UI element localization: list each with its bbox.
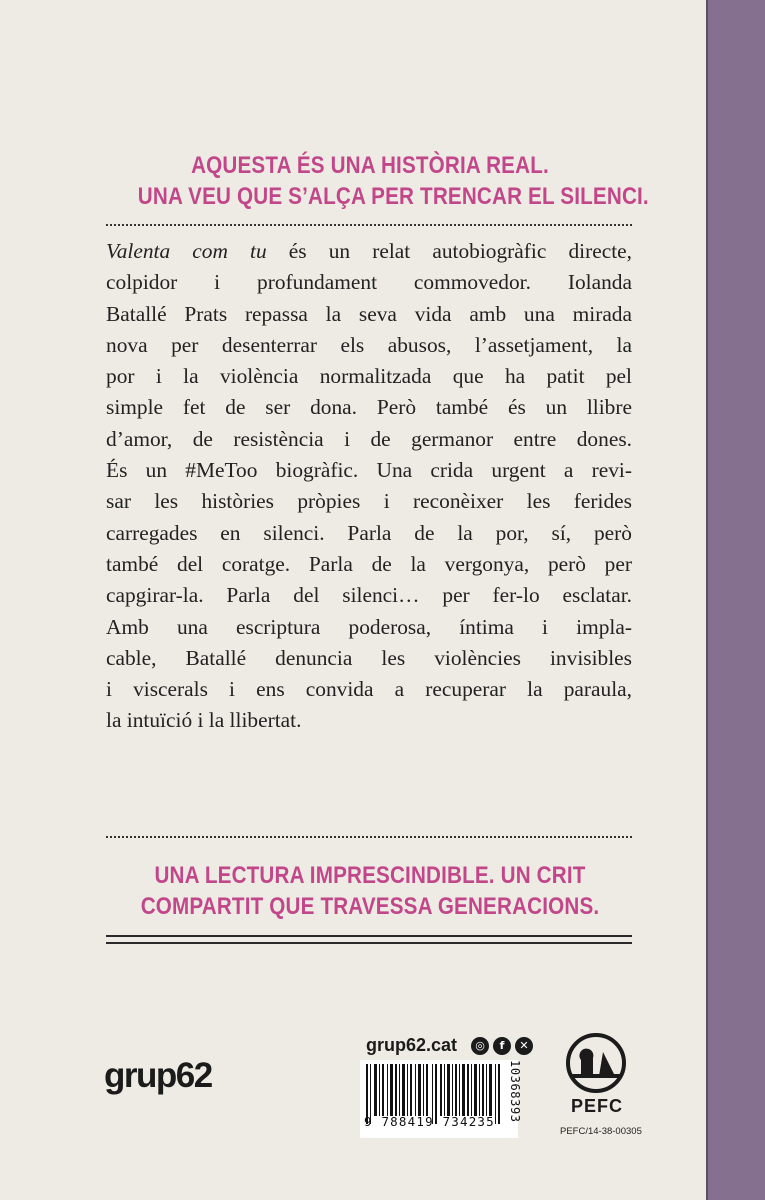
bottom-headline [138, 860, 602, 922]
pefc-label: PEFC [571, 1096, 624, 1116]
top-headline-line-2: UNA VEU QUE S’ALÇA PER TRENCAR EL SILENCI. [137, 183, 649, 210]
dotted-divider-top [106, 224, 632, 226]
website-link[interactable]: grup62.cat [366, 1035, 458, 1055]
facebook-icon[interactable]: f [493, 1037, 511, 1055]
blurb-line: i viscerals i ens convida a recuperar la paraula, [106, 677, 632, 702]
pefc-logo-icon [563, 1030, 629, 1096]
double-rule-top [106, 935, 632, 937]
book-title: Valenta com tu [106, 239, 267, 263]
blurb-line: por i la violència normalitzada que ha patit pel [106, 364, 632, 389]
barcode-number: 9 788419 734235 [364, 1114, 495, 1129]
top-headline [137, 150, 649, 212]
book-spine [706, 0, 765, 1200]
blurb-line: Valenta com tu és un relat autobiogràfic directe, [106, 239, 633, 263]
blurb-line: colpidor i profundament commovedor. Iolanda [106, 270, 632, 295]
dotted-divider-bottom [106, 836, 632, 838]
publisher-logo: grup62 [104, 1056, 212, 1095]
blurb-line: cable, Batallé denuncia les violències invisibles [106, 645, 632, 670]
barcode-vertical-code: 10368393 [508, 1060, 522, 1123]
blurb-line: És un #MeToo biogràfic. Una crida urgent a revi- [106, 458, 632, 483]
top-headline-line-1: AQUESTA ÉS UNA HISTÒRIA REAL. [191, 152, 549, 179]
blurb-line: sar les històries pròpies i reconèixer les ferides [106, 489, 632, 514]
blurb-line: Amb una escriptura poderosa, íntima i impla- [106, 614, 632, 639]
blurb-text [106, 236, 632, 737]
instagram-icon[interactable]: ◎ [471, 1037, 489, 1055]
x-icon[interactable]: ✕ [515, 1037, 533, 1055]
blurb-line: capgirar-la. Parla del silenci… per fer-lo esclatar. [106, 583, 632, 608]
blurb-line: simple fet de ser dona. Però també és un llibre [106, 395, 632, 420]
double-rule-bottom [106, 942, 632, 944]
bottom-headline-line-1: UNA LECTURA IMPRESCINDIBLE. UN CRIT [154, 862, 586, 889]
blurb-line: carregades en silenci. Parla de la por, sí, però [106, 520, 632, 545]
pefc-code: PEFC/14-38-00305 [560, 1126, 642, 1137]
blurb-line: d’amor, de resistència i de germanor entre dones. [106, 426, 632, 451]
blurb-line: nova per desenterrar els abusos, l’assetjament, la [106, 332, 632, 357]
blurb-line: la intuïció i la llibertat. [106, 708, 302, 733]
blurb-line: també del coratge. Parla de la vergonya, però per [106, 551, 632, 576]
blurb-line: Batallé Prats repassa la seva vida amb una mirada [106, 301, 632, 326]
bottom-headline-line-2: COMPARTIT QUE TRAVESSA GENERACIONS. [140, 893, 600, 920]
